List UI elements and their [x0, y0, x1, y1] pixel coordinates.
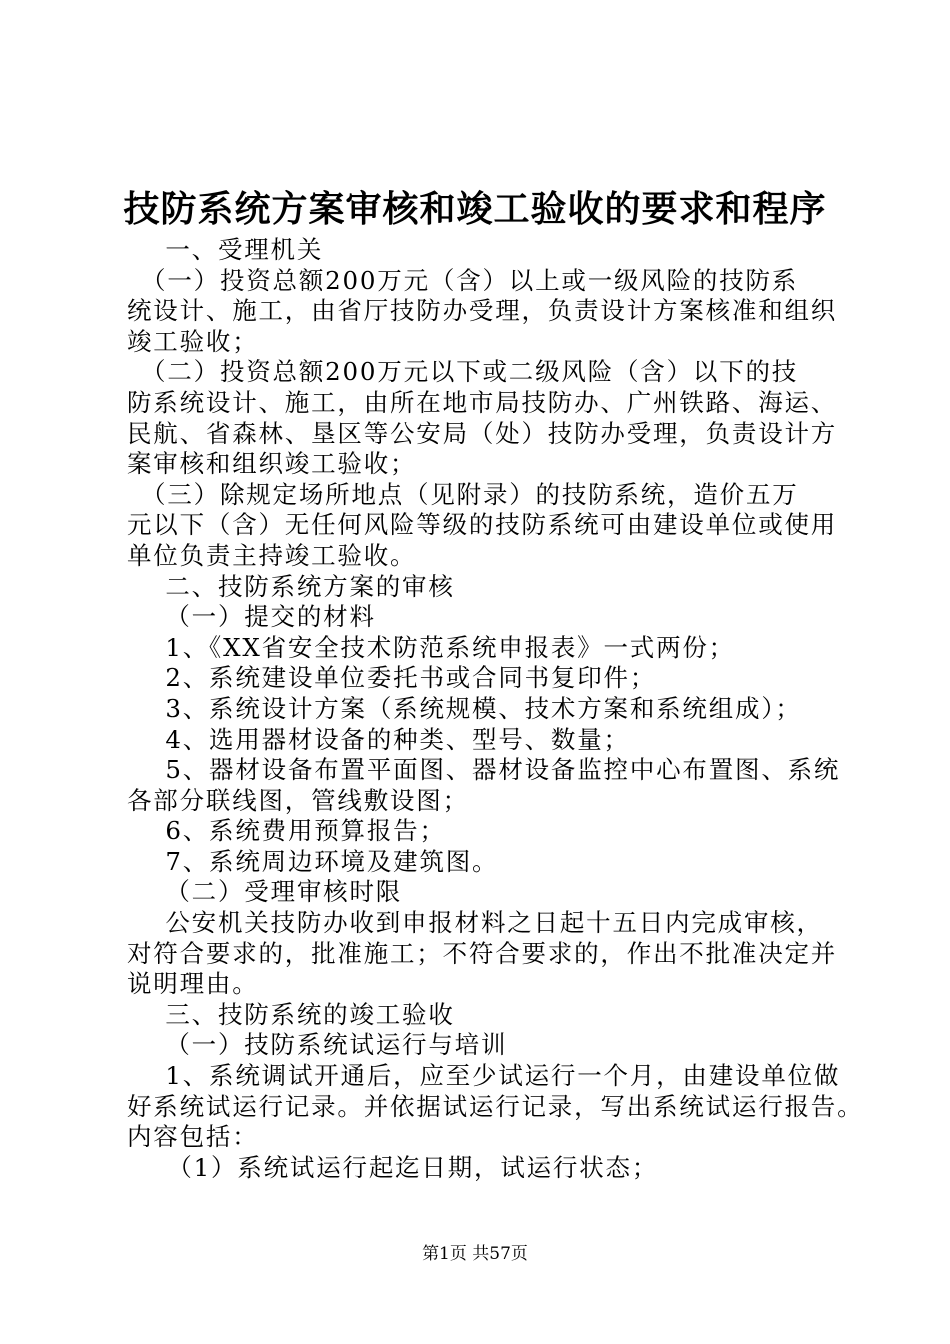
- body-line: 公安机关技防办收到申报材料之日起十五日内完成审核，: [127, 908, 823, 938]
- body-line: 竣工验收；: [127, 326, 259, 356]
- body-line: （一）提交的材料: [127, 602, 376, 632]
- body-line: 1、系统调试开通后，应至少试运行一个月，由建设单位做: [127, 1061, 841, 1091]
- body-line: 民航、省森林、垦区等公安局（处）技防办受理，负责设计方: [127, 418, 838, 448]
- body-line: 2、系统建设单位委托书或合同书复印件；: [127, 663, 657, 693]
- body-line: 3、系统设计方案（系统规模、技术方案和系统组成）；: [127, 693, 802, 723]
- body-line: 好系统试运行记录。并依据试运行记录，写出系统试运行报告。: [127, 1091, 864, 1121]
- document-title: 技防系统方案审核和竣工验收的要求和程序: [123, 188, 827, 230]
- page-number-footer: 第1页 共57页: [422, 1244, 528, 1264]
- body-line: 1、《XX省安全技术防范系统申报表》一式两份；: [127, 632, 735, 662]
- body-line: 统设计、施工，由省厅技防办受理，负责设计方案核准和组织: [127, 296, 838, 326]
- body-line: 案审核和组织竣工验收；: [127, 449, 417, 479]
- body-line: （三）除规定场所地点（见附录）的技防系统，造价五万: [127, 479, 799, 509]
- body-line: （1）系统试运行起迄日期，试运行状态；: [127, 1152, 659, 1182]
- body-line: 一、受理机关: [127, 235, 324, 264]
- body-line: 二、技防系统方案的审核: [127, 571, 455, 601]
- body-line: 各部分联线图，管线敷设图；: [127, 785, 469, 815]
- body-line: 5、器材设备布置平面图、器材设备监控中心布置图、系统: [127, 755, 841, 785]
- body-line: 元以下（含）无任何风险等级的技防系统可由建设单位或使用: [127, 510, 838, 540]
- body-line: （二）投资总额200万元以下或二级风险（含）以下的技: [127, 357, 799, 387]
- body-line: （二）受理审核时限: [127, 877, 403, 907]
- body-line: 7、系统周边环境及建筑图。: [127, 846, 499, 876]
- document-body: [127, 235, 864, 1183]
- body-line: 单位负责主持竣工验收。: [127, 540, 417, 570]
- body-line: 三、技防系统的竣工验收: [127, 999, 455, 1029]
- body-line: （一）技防系统试运行与培训: [127, 1030, 508, 1060]
- body-line: 4、选用器材设备的种类、型号、数量；: [127, 724, 630, 754]
- body-line: 对符合要求的，批准施工；不符合要求的，作出不批准决定并: [127, 938, 838, 968]
- body-line: （一）投资总额200万元（含）以上或一级风险的技防系: [127, 265, 799, 295]
- body-line: 说明理由。: [127, 969, 259, 999]
- body-line: 防系统设计、施工，由所在地市局技防办、广州铁路、海运、: [127, 387, 838, 417]
- body-line: 6、系统费用预算报告；: [127, 816, 446, 846]
- body-line: 内容包括：: [127, 1122, 259, 1152]
